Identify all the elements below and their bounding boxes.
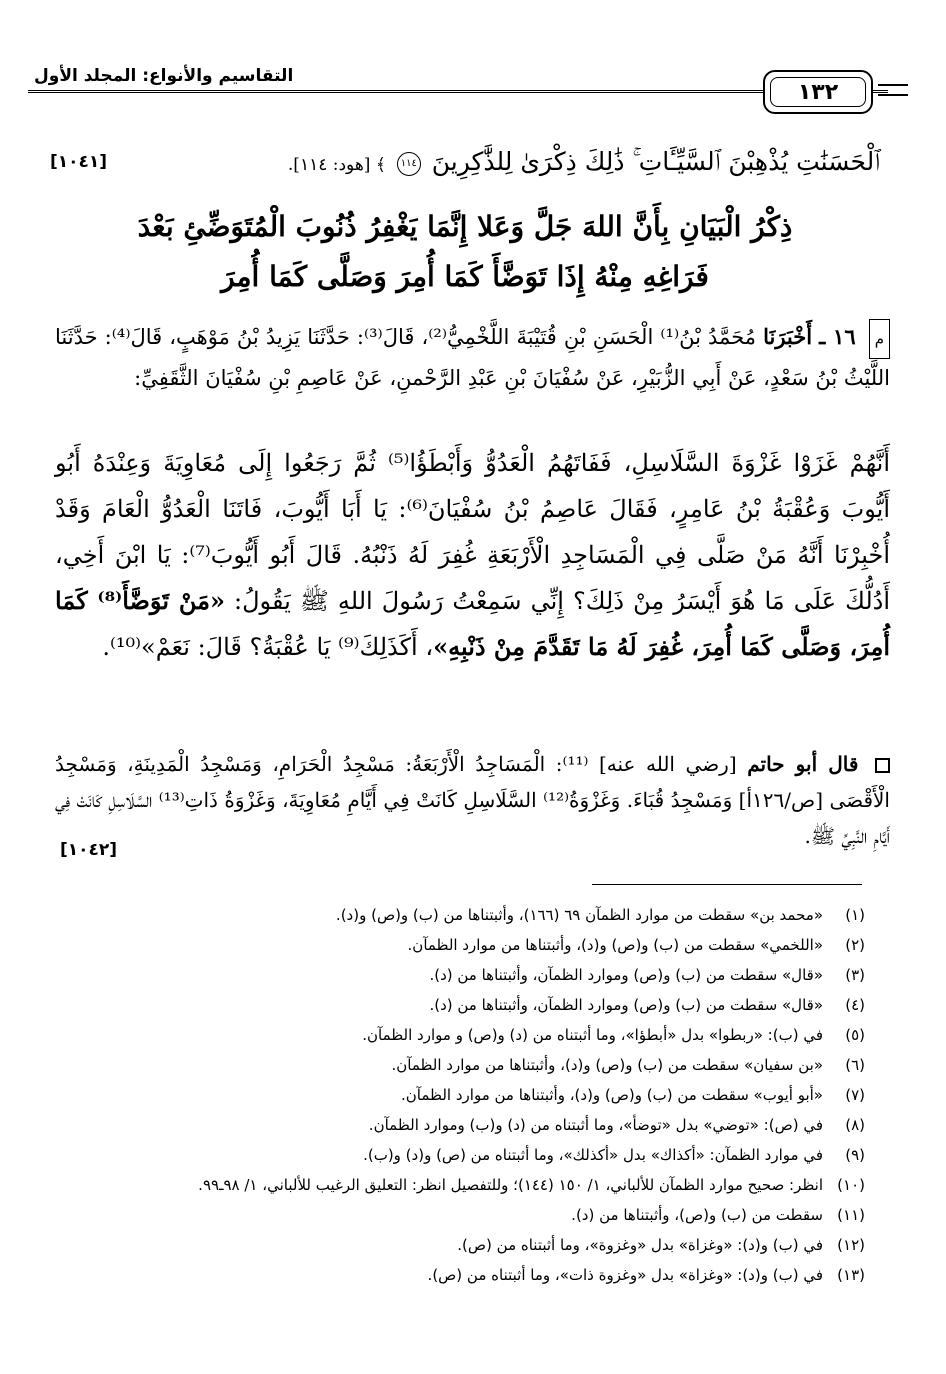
footnote-number: (١٣): [837, 1266, 865, 1284]
verse-text: ٱلْحَسَنَٰتِ يُذْهِبْنَ ٱلسَّيِّـَٔاتِ ۚ ذَٰلِكَ ذِكْرَىٰ لِلذَّٰكِرِينَ: [431, 147, 880, 176]
footnote-item: [55, 900, 865, 930]
footnote-text: «بن سفيان» سقطت من (ب) و(ص) و(د)، وأثبتناها من موارد الظمآن.: [391, 1056, 823, 1074]
running-title: التقاسيم والأنواع: المجلد الأول: [28, 66, 299, 86]
footnote-item: [55, 1230, 865, 1260]
abu-hatim-honorific: [رضي الله عنه]: [598, 752, 737, 776]
hadith-source-badge: م: [869, 319, 890, 359]
footnote-text: في موارد الظمآن: «أكذاك» بدل «أكذلك»، وما أثبتناه من (ص) و(د) و(ب).: [363, 1146, 823, 1164]
footnote-item: [55, 960, 865, 990]
footnote-text: في (ص): «توضي» بدل «توضأ»، وما أثبتناه من (د) و(ب) وموارد الظمآن.: [368, 1116, 823, 1134]
footnote-number: (١): [845, 906, 865, 924]
quran-verse: [288, 147, 880, 177]
isnad-paragraph: [55, 318, 890, 397]
footnote-item: [55, 1020, 865, 1050]
quran-verse-line: [50, 140, 880, 184]
footnote-number: (٦): [845, 1056, 865, 1074]
footnote-number: (١٠): [837, 1176, 865, 1194]
footnote-text: «أبو أيوب» سقطت من (ب) و(ص) و(د)، وأثبتناها من موارد الظمآن.: [401, 1086, 823, 1104]
hadith-index: ١٦ ـ: [819, 324, 856, 349]
header-ornament: [878, 84, 908, 96]
footnote-item: [55, 990, 865, 1020]
header-rule: [28, 90, 888, 93]
footnote-item: [55, 1170, 865, 1200]
page-number: ١٣٢: [770, 77, 866, 107]
footnote-item: [55, 1200, 865, 1230]
footnote-number: (٨): [845, 1116, 865, 1134]
abu-hatim-label: قال أبو حاتم: [747, 752, 859, 776]
footnote-text: في (ب) و(د): «وغزاة» بدل «وغزوة ذات»، وما أثبتناه من (ص).: [427, 1266, 823, 1284]
footnote-number: (٧): [845, 1086, 865, 1104]
footnote-separator: [592, 884, 862, 885]
footnote-item: [55, 1260, 865, 1290]
footnote-number: (٥): [845, 1026, 865, 1044]
page-header: [28, 60, 888, 114]
footnote-text: انظر: صحيح موارد الظمآن للألباني، ١/ ١٥٠ (١٤٤)؛ وللتفصيل انظر: التعليق الرغيب للألباني، ١/ ٩٨ـ٩٩.: [198, 1176, 823, 1194]
abu-hatim-text: ⁽¹¹⁾: الْمَسَاجِدُ الْأَرْبَعَةُ: مَسْجِدُ الْحَرَامِ، وَمَسْجِدُ الْمَدِينَةِ، وَمَسْجِدُ الْأَقْصَى [ص/١٢٦أ] وَمَسْجِدُ قُبَاءَ. وَغَزْوَةُ⁽¹²⁾ السَّلَاسِلِ كَانَتْ فِي أَيَّامِ مُعَاوِيَةَ، وَغَزْوَةُ ذَاتِ⁽¹³⁾ السَّلَاسِلِ كَانَتْ فِي أَيَّامِ النَّبِيِّ ﷺ.: [55, 752, 890, 848]
footnote-number: (٩): [845, 1146, 865, 1164]
footnote-text: «قال» سقطت من (ب) و(ص) وموارد الظمآن، وأثبتناها من (د).: [429, 966, 823, 984]
footnote-text: «محمد بن» سقطت من موارد الظمآن ٦٩ (١٦٦)، وأثبتناها من (ب) و(ص) و(د).: [335, 906, 823, 924]
footnote-text: في (ب) و(د): «وغزاة» بدل «وغزوة»، وما أثبتناه من (ص).: [457, 1236, 823, 1254]
akhbarana-word: أَخْبَرَنَا: [763, 324, 813, 349]
matn-paragraph: [55, 440, 890, 670]
verse-reference: ﴾ [هود: ١١٤].: [287, 155, 386, 175]
footnote-number: (٤): [845, 996, 865, 1014]
footnote-text: «قال» سقطت من (ب) و(ص) وموارد الظمآن، وأثبتناها من (د).: [429, 996, 823, 1014]
matn-text-1: أَنَّهُمْ غَزَوْا غَزْوَةَ السَّلَاسِلِ، فَفَاتَهُمُ الْعَدُوُّ وَأَبْطَؤُا⁽⁵⁾ ثُمَّ رَجَعُوا إِلَى مُعَاوِيَةَ وَعِنْدَهُ أَبُو أَيُّوبَ وَعُقْبَةُ بْنُ عَامِرٍ، فَقَالَ عَاصِمُ بْنُ سُفْيَانَ⁽⁶⁾: يَا أَبَا أَيُّوبَ، فَاتَنَا الْعَدُوُّ الْعَامَ وَقَدْ أُخْبِرْنَا أَنَّهُ مَنْ صَلَّى فِي الْمَسَاجِدِ الْأَرْبَعَةِ غُفِرَ لَهُ ذَنْبُهُ. قَالَ أَبُو أَيُّوبَ⁽⁷⁾: يَا ابْنَ أَخِي، أَدُلُّكَ عَلَى مَا هُوَ أَيْسَرُ مِنْ ذَلِكَ؟ إِنِّي سَمِعْتُ رَسُولَ اللهِ ﷺ يَقُولُ:: [55, 449, 891, 615]
prophetic-saying: «مَنْ تَوَضَّأَ⁽⁸⁾ كَمَا أُمِرَ، وَصَلَّى كَمَا أُمِرَ، غُفِرَ لَهُ مَا تَقَدَّمَ مِنْ ذَنْبِهِ»: [55, 586, 890, 661]
footnote-number: (١١): [837, 1206, 865, 1224]
chapter-heading-line-1: ذِكْرُ الْبَيَانِ بِأَنَّ اللهَ جَلَّ وَعَلا إِنَّمَا يَغْفِرُ ذُنُوبَ الْمُتَوَضِّئِ بَعْدَ: [137, 210, 793, 243]
chapter-heading: [55, 202, 875, 302]
footnote-text: سقطت من (ب) و(ص)، وأثبتناها من (د).: [571, 1206, 823, 1224]
matn-text-2: ، أَكَذَلِكَ⁽⁹⁾ يَا عُقْبَةُ؟ قَالَ: نَعَمْ»⁽¹⁰⁾.: [102, 633, 434, 661]
isnad-text: مُحَمَّدُ بْنُ⁽¹⁾ الْحَسَنِ بْنِ قُتَيْبَةَ اللَّخْمِيُّ⁽²⁾، قَالَ⁽³⁾: حَدَّثَنَا يَزِيدُ بْنُ مَوْهَبٍ، قَالَ⁽⁴⁾: حَدَّثَنَا اللَّيْثُ بْنُ سَعْدٍ، عَنْ أَبِي الزُّبَيْرِ، عَنْ سُفْيَانَ بْنِ عَبْدِ الرَّحْمنِ، عَنْ عَاصِمِ بْنِ سُفْيَانَ الثَّقَفِيِّ:: [55, 325, 890, 390]
footnote-item: [55, 1050, 865, 1080]
footnote-item: [55, 1110, 865, 1140]
footnote-item: [55, 1080, 865, 1110]
abu-hatim-note: [55, 746, 890, 854]
footnote-number: (١٢): [837, 1236, 865, 1254]
footnote-text: «اللخمي» سقطت من (ب) و(ص) و(د)، وأثبتناها من موارد الظمآن.: [407, 936, 823, 954]
footnote-number: (٣): [845, 966, 865, 984]
footnotes-list: [55, 900, 865, 1290]
hadith-number-end: [١٠٤٢]: [60, 840, 118, 860]
chapter-heading-line-2: فَرَاغِهِ مِنْهُ إِذَا تَوَضَّأَ كَمَا أُمِرَ وَصَلَّى كَمَا أُمِرَ: [221, 260, 709, 293]
footnote-item: [55, 930, 865, 960]
ayah-number-marker: ١١٤: [397, 152, 421, 176]
page-number-frame: [763, 70, 873, 114]
hadith-number: [١٠٤١]: [50, 152, 108, 172]
footnote-item: [55, 1140, 865, 1170]
square-bullet-icon: [875, 758, 890, 773]
footnote-number: (٢): [845, 936, 865, 954]
footnote-text: في (ب): «ربطوا» بدل «أبطؤا»، وما أثبتناه من (د) و(ص) و موارد الظمآن.: [362, 1026, 823, 1044]
